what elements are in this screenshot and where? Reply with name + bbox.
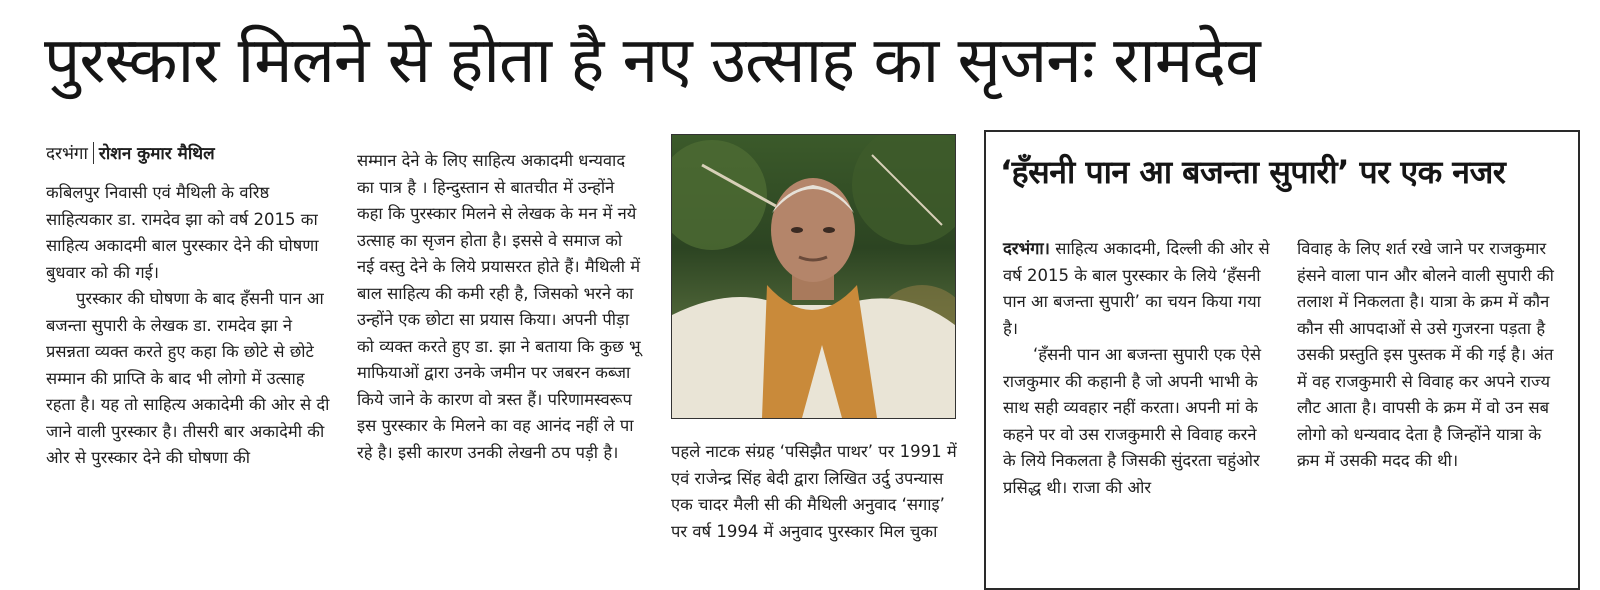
paragraph: कबिलपुर निवासी एवं मैथिली के वरिष्ठ साहित्यकार डा. रामदेव झा को वर्ष 2015 का साहित्य अकादमी बाल पुरस्कार देने की घोषणा बुधवार को की गई। — [46, 183, 319, 282]
sidebar-column-2 — [1297, 236, 1567, 475]
paragraph: सम्मान देने के लिए साहित्य अकादमी धन्यवाद का पात्र है । हिन्दुस्तान से बातचीत में उन्होंने कहा कि पुरस्कार मिलने से लेखक के मन में नये उत्साह का सृजन होता है। इससे वे समाज को नई वस्तु देने के लिये प्रयासरत होते हैं। मैथिली में बाल साहित्य की कमी रही है, जिसको भरने का उन्होंने एक छोटा सा प्रयास किया। अपनी पीड़ा को व्यक्त करते हुए डा. झा ने बताया कि कुछ भू माफियाओं द्वारा उनके जमीन पर जबरन कब्जा किये जाने के कारण वो त्रस्त हैं। परिणामस्वरूप इस पुरस्कार के मिलने का वह आनंद नहीं ले पा रहे है। इसी कारण उनकी लेखनी ठप पड़ी है। — [357, 151, 641, 462]
byline-author: रोशन कुमार मैथिल — [98, 144, 215, 164]
paragraph: पुरस्कार की घोषणा के बाद हँसनी पान आ बजन्ता सुपारी के लेखक डा. रामदेव झा ने प्रसन्नता व्यक्त करते हुए कहा कि छोटे से छोटे सम्मान की प्राप्ति के बाद भी लोगो में उत्साह रहता है। यह तो साहित्य अकादेमी की ओर से दी जाने वाली पुरस्कार है। तीसरी बार अकादेमी की ओर से पुरस्कार देने की घोषणा की — [46, 289, 330, 467]
paragraph: ‘हँसनी पान आ बजन्ता सुपारी एक ऐसे राजकुमार की कहानी है जो अपनी भाभी के साथ सही व्यवहार नहीं करता। अपनी मां के कहने पर वो उस राजकुमारी से विवाह करने के लिये निकलता है जिसकी सुंदरता चहुंओर प्रसिद्ध थी। राजा की ओर — [1003, 345, 1262, 497]
sidebar-title: ‘हँसनी पान आ बजन्ता सुपारी’ पर एक नजर — [1000, 153, 1506, 191]
sidebar-column-1 — [1003, 236, 1273, 501]
paragraph: पहले नाटक संग्रह ‘पसिझैत पाथर’ पर 1991 में एवं राजेन्द्र सिंह बेदी द्वारा लिखित उर्दु उपन्यास एक चादर मैली सी की मैथिली अनुवाद ‘सगाइ’ पर वर्ष 1994 में अनुवाद पुरस्कार मिल चुका — [671, 442, 957, 541]
article-column-1 — [46, 140, 334, 472]
byline-place: दरभंगा — [46, 144, 88, 164]
paragraph: विवाह के लिए शर्त रखे जाने पर राजकुमार हंसने वाला पान और बोलने वाली सुपारी की तलाश में निकलता है। यात्रा के क्रम में कौन कौन सी आपदाओं से उसे गुजरना पड़ता है उसकी प्रस्तुति इस पुस्तक में की गई है। अंत में वह राजकुमारी से विवाह कर अपने राज्य लौट आता है। वापसी के क्रम में वो उन सब लोगो को धन्यवाद देता है जिन्होंने यात्रा के क्रम में उसकी मदद की थी। — [1297, 239, 1554, 470]
portrait-illustration — [672, 135, 955, 418]
article-column-2 — [357, 148, 642, 466]
headline: पुरस्कार मिलने से होता है नए उत्साह का सृजनः रामदेव — [44, 24, 1260, 98]
byline-divider — [93, 142, 94, 164]
paragraph — [1003, 236, 1273, 342]
sidebar-paragraph-text: साहित्य अकादमी, दिल्ली की ओर से वर्ष 2015 के बाल पुरस्कार के लिये ‘हँसनी पान आ बजन्ता सुपारी’ का चयन किया गया है। — [1003, 239, 1270, 338]
article-column-3 — [671, 439, 961, 545]
byline — [46, 140, 334, 168]
sidebar-dateline: दरभंगा। — [1003, 239, 1050, 258]
portrait-photo — [671, 134, 956, 419]
